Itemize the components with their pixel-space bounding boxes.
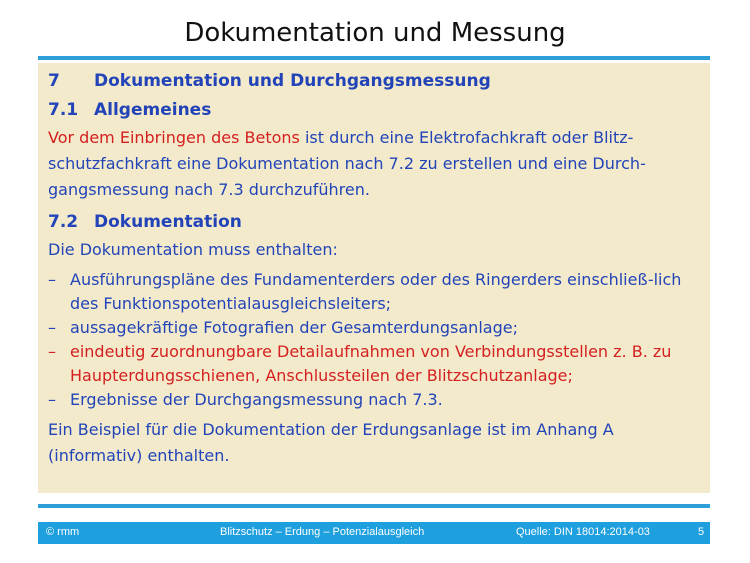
slide-title: Dokumentation und Messung xyxy=(184,18,566,48)
section-title: Dokumentation und Durchgangsmessung xyxy=(94,71,491,91)
section-7-2-intro: Die Dokumentation muss enthalten: xyxy=(48,240,338,259)
dash-marker: – xyxy=(48,318,56,337)
list-item-text: Ergebnisse der Durchgangsmessung nach 7.3. xyxy=(70,390,443,409)
list-item xyxy=(48,268,700,316)
section-number: 7 xyxy=(48,71,60,91)
list-item-text: eindeutig zuordnungbare Detailaufnahmen von Verbindungsstellen z. B. zu Haupterdungsschienen, Anschlussteilen der Blitzschutzanlage; xyxy=(70,342,672,385)
section-number: 7.1 xyxy=(48,100,79,120)
section-title: Allgemeines xyxy=(94,100,212,120)
section-7-heading xyxy=(48,71,700,91)
list-item xyxy=(48,340,700,388)
content-box xyxy=(38,63,710,493)
list-item xyxy=(48,316,700,340)
top-divider xyxy=(38,56,710,60)
bottom-divider xyxy=(38,504,710,508)
list-item xyxy=(48,388,700,412)
bullet-list xyxy=(48,268,700,412)
dash-marker: – xyxy=(48,270,56,289)
dash-marker: – xyxy=(48,390,56,409)
footer-topic: Blitzschutz – Erdung – Potenzialausgleich xyxy=(220,526,425,538)
section-title: Dokumentation xyxy=(94,212,242,232)
list-item-text: aussagekräftige Fotografien der Gesamterdungsanlage; xyxy=(70,318,518,337)
closing-paragraph: Ein Beispiel für die Dokumentation der Erdungsanlage ist im Anhang A (informativ) enthalten. xyxy=(48,420,614,465)
section-7-1-heading xyxy=(48,100,700,120)
page-number: 5 xyxy=(698,526,705,538)
footer-copyright: © rmm xyxy=(46,526,80,538)
footer-source: Quelle: DIN 18014:2014-03 xyxy=(516,526,650,538)
section-7-1-paragraph xyxy=(48,125,700,203)
footer-bar xyxy=(38,522,710,544)
section-number: 7.2 xyxy=(48,212,79,232)
list-item-text: Ausführungspläne des Fundamenterders oder des Ringerders einschließ-lich des Funktionspotentialausgleichsleiters; xyxy=(70,270,682,313)
dash-marker: – xyxy=(48,342,56,361)
paragraph-text: ist durch eine Elektrofachkraft oder Blitzschutzfachkraft eine Dokumentation nach 7.2 zu erstellen und eine Durchgangsmessung nach 7.3 durchzuführen. xyxy=(48,128,646,199)
section-7-2-heading xyxy=(48,212,700,232)
highlight-text: Vor dem Einbringen des Betons xyxy=(48,128,300,147)
